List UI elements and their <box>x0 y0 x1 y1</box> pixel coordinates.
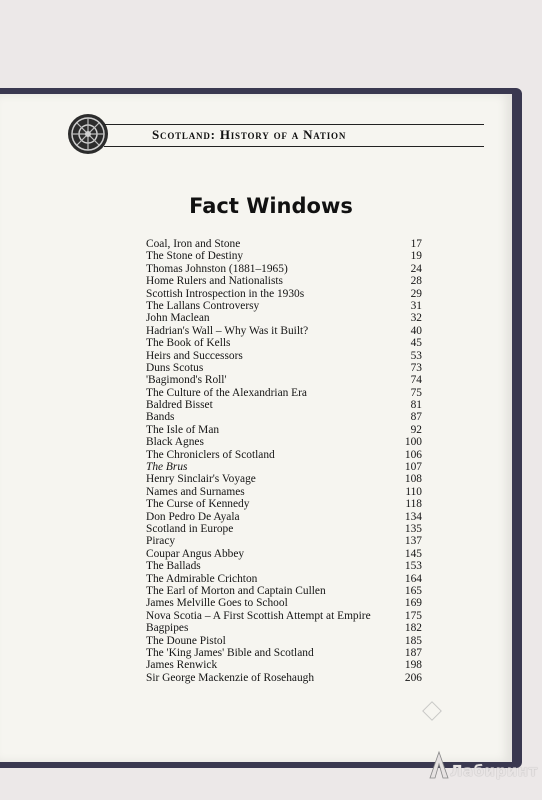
toc-entry <box>146 263 422 275</box>
toc-entry <box>146 374 422 386</box>
toc-entry <box>146 473 422 485</box>
toc-entry-page: 118 <box>405 498 422 511</box>
toc-entry-page: 17 <box>410 238 422 250</box>
toc-entry <box>146 275 422 287</box>
toc-entry <box>146 635 422 647</box>
toc-entry <box>146 560 422 572</box>
toc-entry-page: 106 <box>404 448 422 461</box>
toc-entry-title: Sir George Mackenzie of Rosehaugh <box>146 671 315 684</box>
toc-entry-page: 108 <box>404 473 422 486</box>
toc-entry <box>146 399 422 411</box>
toc-entry-title: Don Pedro De Ayala <box>146 510 240 523</box>
toc-entry <box>146 647 422 659</box>
toc-entry-title: Coupar Angus Abbey <box>146 547 245 560</box>
toc-entry <box>146 597 422 609</box>
toc-entry-title: The Curse of Kennedy <box>146 498 250 511</box>
toc-entry-page: 153 <box>404 560 422 573</box>
toc-entry <box>146 548 422 560</box>
toc-entry <box>146 511 422 523</box>
toc-entry <box>146 387 422 399</box>
toc-entry-title: Baldred Bisset <box>146 399 213 412</box>
toc-entry-page: 81 <box>410 399 422 412</box>
toc-entry <box>146 424 422 436</box>
toc-entry <box>146 250 422 262</box>
book-page <box>0 94 512 762</box>
toc-entry <box>146 461 422 473</box>
toc-entry <box>146 300 422 312</box>
toc-entry <box>146 622 422 634</box>
toc-entry-page: 198 <box>404 659 422 672</box>
toc-entry-page: 169 <box>404 597 422 610</box>
toc-entry-page: 107 <box>404 461 422 474</box>
toc-entry <box>146 573 422 585</box>
toc-entry <box>146 585 422 597</box>
toc-entry-title: Henry Sinclair's Voyage <box>146 473 256 486</box>
toc-entry-title: The Earl of Morton and Captain Cullen <box>146 584 326 597</box>
toc-entry-page: 45 <box>410 337 422 350</box>
toc-entry <box>146 659 422 671</box>
toc-entry <box>146 610 422 622</box>
toc-entry <box>146 672 422 684</box>
toc-entry-title: The Doune Pistol <box>146 634 226 647</box>
toc-entry <box>146 238 422 250</box>
fact-windows-list <box>146 238 422 684</box>
toc-entry-page: 137 <box>404 535 422 548</box>
toc-entry <box>146 288 422 300</box>
running-header <box>66 124 486 148</box>
toc-entry-page: 74 <box>410 374 422 387</box>
toc-entry-page: 145 <box>404 547 422 560</box>
toc-entry-page: 19 <box>410 250 422 263</box>
toc-entry <box>146 362 422 374</box>
toc-entry-title: Black Agnes <box>146 436 204 449</box>
toc-entry <box>146 312 422 324</box>
page-title: Fact Windows <box>189 194 353 218</box>
toc-entry-title: The 'King James' Bible and Scotland <box>146 646 314 659</box>
toc-entry-page: 40 <box>410 324 422 337</box>
toc-entry-title: The Culture of the Alexandrian Era <box>146 386 307 399</box>
toc-entry-title: Duns Scotus <box>146 361 204 374</box>
toc-entry-title: The Book of Kells <box>146 337 231 350</box>
toc-entry <box>146 498 422 510</box>
toc-entry-title: Bands <box>146 411 175 424</box>
toc-entry <box>146 486 422 498</box>
toc-entry-page: 165 <box>404 584 422 597</box>
toc-entry <box>146 449 422 461</box>
toc-entry-title: 'Bagimond's Roll' <box>146 374 227 387</box>
labirint-logo-icon <box>428 750 450 780</box>
toc-entry <box>146 436 422 448</box>
toc-entry-title: Home Rulers and Nationalists <box>146 275 283 288</box>
running-head-title: Scotland: History of a Nation <box>152 127 347 142</box>
toc-entry <box>146 325 422 337</box>
toc-entry-title: The Brus <box>146 461 188 474</box>
toc-entry-page: 134 <box>404 510 422 523</box>
toc-entry-title: Coal, Iron and Stone <box>146 238 241 250</box>
toc-entry-title: The Isle of Man <box>146 423 220 436</box>
toc-entry-page: 53 <box>410 349 422 362</box>
toc-entry-page: 110 <box>405 485 422 498</box>
toc-entry-page: 175 <box>404 609 422 622</box>
toc-entry <box>146 535 422 547</box>
toc-entry-page: 135 <box>404 522 422 535</box>
toc-entry-title: Bagpipes <box>146 622 189 635</box>
toc-entry-page: 182 <box>404 622 422 635</box>
toc-entry-page: 187 <box>404 646 422 659</box>
toc-entry-page: 31 <box>410 299 422 312</box>
toc-entry-title: The Admirable Crichton <box>146 572 258 585</box>
toc-entry <box>146 350 422 362</box>
toc-entry-title: Hadrian's Wall – Why Was it Built? <box>146 324 309 337</box>
toc-entry-title: Nova Scotia – A First Scottish Attempt at Empire <box>146 609 371 622</box>
toc-entry-page: 92 <box>410 423 422 436</box>
toc-entry-title: Scotland in Europe <box>146 522 234 535</box>
toc-entry-title: The Stone of Destiny <box>146 250 244 263</box>
toc-entry-title: James Melville Goes to School <box>146 597 288 610</box>
toc-entry-page: 73 <box>410 361 422 374</box>
toc-entry-page: 185 <box>404 634 422 647</box>
labirint-watermark <box>428 750 540 790</box>
toc-entry <box>146 411 422 423</box>
toc-entry-page: 29 <box>410 287 422 300</box>
toc-entry-title: Names and Surnames <box>146 485 245 498</box>
toc-entry-page: 32 <box>410 312 422 325</box>
toc-entry-title: James Renwick <box>146 659 218 672</box>
toc-entry-page: 100 <box>404 436 422 449</box>
toc-entry-page: 28 <box>410 275 422 288</box>
toc-entry-page: 24 <box>410 262 422 275</box>
toc-entry <box>146 523 422 535</box>
toc-entry <box>146 337 422 349</box>
watermark-text: Лабиринт <box>450 762 538 780</box>
toc-entry-title: The Ballads <box>146 560 201 573</box>
toc-entry-page: 75 <box>410 386 422 399</box>
toc-entry-title: John Maclean <box>146 312 210 325</box>
toc-entry-page: 87 <box>410 411 422 424</box>
toc-entry-title: Piracy <box>146 535 176 548</box>
toc-entry-page: 164 <box>404 572 422 585</box>
toc-entry-title: Heirs and Successors <box>146 349 243 362</box>
toc-entry-page: 206 <box>404 671 422 684</box>
folio-ornament <box>422 701 442 721</box>
toc-entry-title: Thomas Johnston (1881–1965) <box>146 262 288 275</box>
header-rule <box>104 124 484 147</box>
toc-entry-title: The Lallans Controversy <box>146 299 260 312</box>
toc-entry-title: The Chroniclers of Scotland <box>146 448 275 461</box>
toc-entry-title: Scottish Introspection in the 1930s <box>146 287 305 300</box>
